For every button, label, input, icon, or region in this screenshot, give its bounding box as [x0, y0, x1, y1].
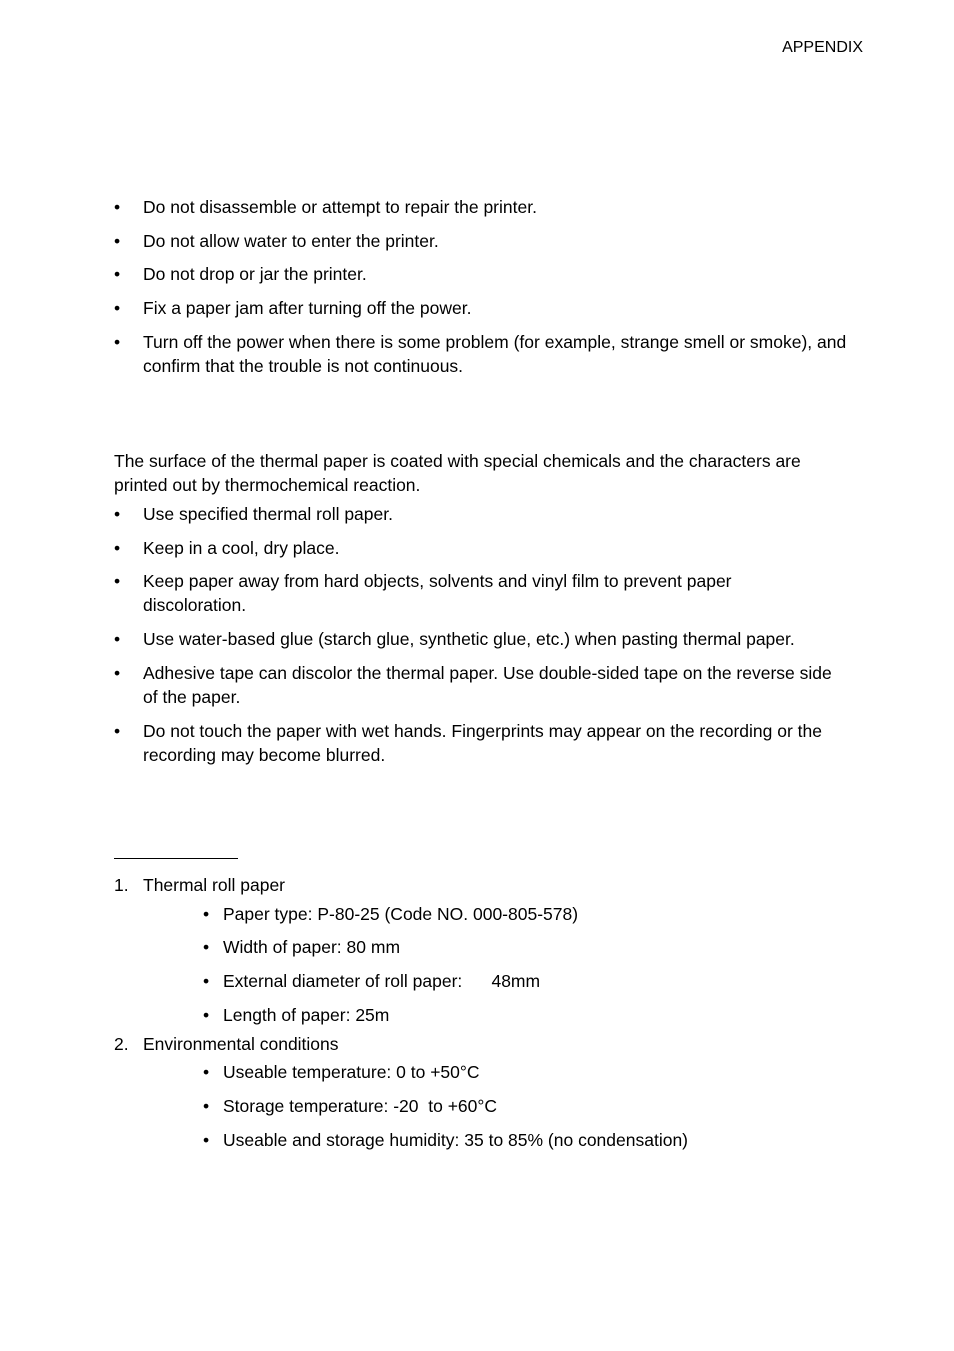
list-item	[114, 627, 864, 651]
list-item-text: Do not drop or jar the printer.	[143, 264, 367, 284]
list-item	[114, 502, 864, 526]
bullet-icon: •	[203, 1005, 210, 1025]
spec-item-text: Paper type: P-80-25 (Code NO. 000-805-578)	[223, 904, 579, 924]
spec-item	[203, 902, 578, 926]
list-item	[114, 569, 864, 617]
bullet-icon: •	[203, 1062, 210, 1082]
list-item-text: Turn off the power when there is some problem (for example, strange smell or smoke), and confirm that the trouble is not continuous.	[143, 332, 847, 376]
running-header: APPENDIX	[782, 39, 863, 56]
bullet-icon: •	[203, 1096, 210, 1116]
paper-intro-paragraph: The surface of the thermal paper is coated with special chemicals and the characters are printed out by thermochemical reaction.	[114, 451, 801, 495]
spec-item	[203, 1094, 497, 1118]
list-item-text: Use specified thermal roll paper.	[143, 504, 393, 524]
bullet-icon: •	[203, 904, 210, 924]
list-item-text: Do not touch the paper with wet hands. Fingerprints may appear on the recording or the recording may become blurred.	[143, 721, 823, 765]
bullet-icon: •	[114, 197, 121, 217]
bullet-icon: •	[114, 571, 121, 591]
list-item	[114, 536, 864, 560]
list-item-text: Keep paper away from hard objects, solvents and vinyl film to prevent paper discoloration.	[143, 571, 732, 615]
list-item	[114, 262, 864, 286]
bullet-icon: •	[114, 629, 121, 649]
bullet-icon: •	[114, 298, 121, 318]
list-item-text: Adhesive tape can discolor the thermal paper. Use double-sided tape on the reverse side of the paper.	[143, 663, 832, 707]
bullet-icon: •	[203, 1130, 210, 1150]
spec-item	[203, 1003, 389, 1027]
bullet-icon: •	[114, 264, 121, 284]
bullet-icon: •	[203, 937, 210, 957]
list-item-text: Keep in a cool, dry place.	[143, 538, 340, 558]
list-item	[114, 296, 864, 320]
spec-item-text: Useable and storage humidity: 35 to 85% (no condensation)	[223, 1130, 689, 1150]
list-item	[114, 195, 864, 219]
bullet-icon: •	[114, 504, 121, 524]
list-item-text: Do not allow water to enter the printer.	[143, 231, 439, 251]
spec-heading	[114, 873, 285, 897]
spec-title: Thermal roll paper	[143, 875, 285, 895]
spec-item-text: External diameter of roll paper: 48mm	[223, 971, 541, 991]
spec-heading	[114, 1032, 339, 1056]
list-item	[114, 330, 864, 378]
spec-item-text: Useable temperature: 0 to +50°C	[223, 1062, 480, 1082]
spec-number: 1.	[114, 875, 129, 895]
spec-item-text: Storage temperature: -20 to +60°C	[223, 1096, 498, 1116]
list-item-text: Use water-based glue (starch glue, synthetic glue, etc.) when pasting thermal paper.	[143, 629, 795, 649]
list-item	[114, 661, 864, 709]
footnote-divider	[114, 858, 238, 859]
bullet-icon: •	[114, 663, 121, 683]
list-item-text: Fix a paper jam after turning off the power.	[143, 298, 472, 318]
spec-item	[203, 969, 540, 993]
list-item	[114, 719, 864, 767]
spec-number: 2.	[114, 1034, 129, 1054]
spec-item-text: Width of paper: 80 mm	[223, 937, 401, 957]
bullet-icon: •	[203, 971, 210, 991]
spec-item-text: Length of paper: 25m	[223, 1005, 390, 1025]
spec-item	[203, 1060, 480, 1084]
bullet-icon: •	[114, 231, 121, 251]
spec-title: Environmental conditions	[143, 1034, 339, 1054]
list-item-text: Do not disassemble or attempt to repair the printer.	[143, 197, 537, 217]
list-item	[114, 229, 864, 253]
bullet-icon: •	[114, 538, 121, 558]
bullet-icon: •	[114, 721, 121, 741]
spec-item	[203, 935, 400, 959]
bullet-icon: •	[114, 332, 121, 352]
spec-item	[203, 1128, 688, 1152]
